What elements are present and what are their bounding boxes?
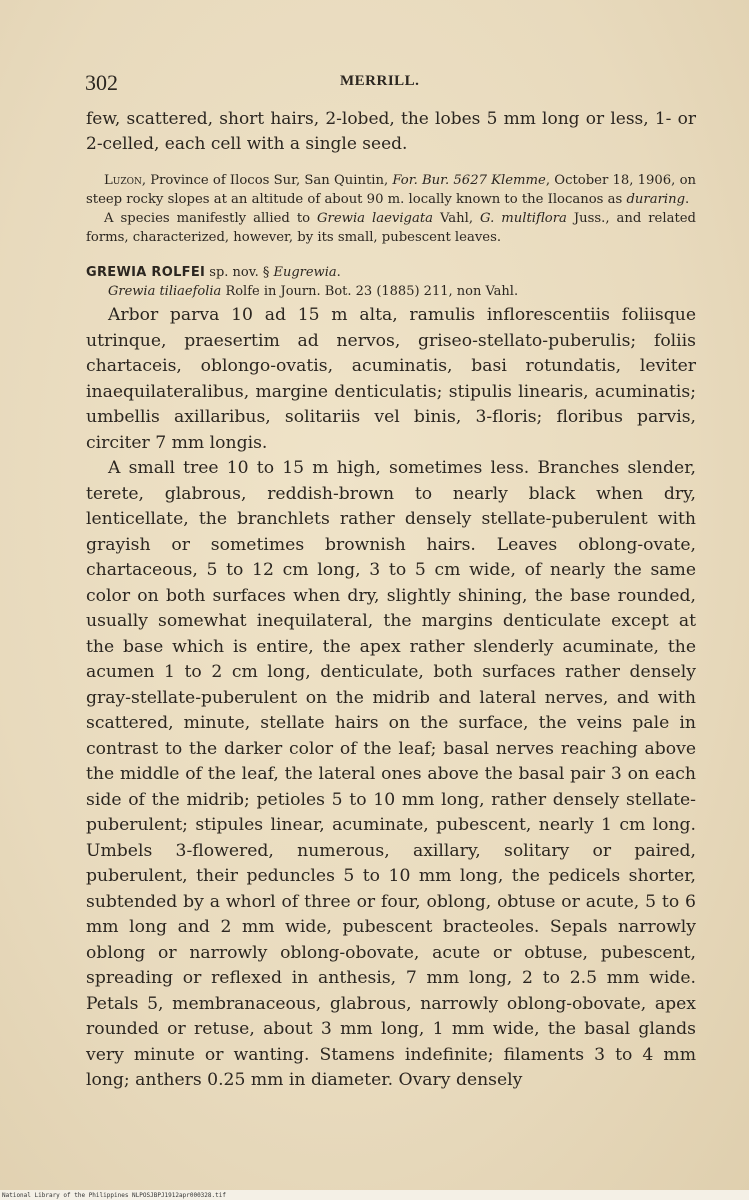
affinity-end: Juss., and related forms, characterized, however, by its small, pubescent leaves. <box>86 211 696 245</box>
affinity-start: A species manifestly allied to <box>104 211 318 226</box>
latin-description: Arbor parva 10 ad 15 m alta, ramulis inflorescentiis foliisque utrinque, praesertim ad nervos, griseo-stellato-puberulis; foliis chartaceis, oblongo-ovatis, acuminatis, basi rotundatis, leviter inaequilateralibus, margine denticulatis; stipulis linearis, acuminatis; umbellis axillaribus, solitariis vel binis, 3-floris; floribus parvis, circiter 7 mm longis. <box>86 305 696 453</box>
affinity-mid: Vahl, <box>433 211 481 226</box>
continuation-paragraph: few, scattered, short hairs, 2-lobed, the lobes 5 mm long or less, 1- or 2-celled, each cell with a single seed. <box>86 109 696 154</box>
citation-end: . <box>685 192 690 207</box>
collection-number: For. Bur. 5627 Klemme <box>392 173 546 188</box>
specimen-citation <box>86 171 696 209</box>
species-designation: sp. nov. § <box>205 265 274 280</box>
scan-footer <box>0 1190 749 1200</box>
synonym-name: Grewia tiliaefolia <box>108 284 222 299</box>
synonym-line <box>86 282 696 301</box>
species-name: GREWIA ROLFEI <box>86 265 206 280</box>
affinity-note <box>86 209 696 247</box>
local-name: duraring <box>626 192 686 207</box>
page-header <box>0 70 749 100</box>
page-number: 302 <box>85 70 118 95</box>
collection-details: , October 18, 1906, on steep rocky slopes at an altitude of about 90 m. locally known to the Ilocanos as <box>86 173 697 207</box>
synonym-citation: Rolfe in Journ. Bot. 23 (1885) 211, non Vahl. <box>221 284 519 299</box>
section-end: . <box>336 265 341 280</box>
locality-text: , Province of Ilocos Sur, San Quintin, <box>141 173 393 188</box>
species-heading <box>86 263 696 282</box>
scan-footer-text: National Library of the Philippines NLPOSJBPJ1912apr000328.tif <box>2 1192 226 1199</box>
allied-taxon-2: G. multiflora <box>480 211 567 226</box>
page-body <box>86 107 696 1111</box>
allied-taxon-1: Grewia laevigata <box>317 211 434 226</box>
section-name: Eugrewia <box>273 265 337 280</box>
running-head: MERRILL. <box>340 73 420 89</box>
locality-label: Luzon <box>104 173 142 188</box>
english-description: A small tree 10 to 15 m high, sometimes less. Branches slender, terete, glabrous, reddish-brown to nearly black when dry, lenticellate, the branchlets rather densely stellate-puberulent with grayish or sometimes brownish hairs. Leaves oblong-ovate, chartaceous, 5 to 12 cm long, 3 to 5 cm wide, of nearly the same color on both surfaces when dry, slightly shining, the base rounded, usually somewhat inequilateral, the margins denticulate except at the base which is entire, the apex rather slenderly acuminate, the acumen 1 to 2 cm long, denticulate, both surfaces rather densely gray-stellate-puberulent on the midrib and lateral nerves, and with scattered, minute, stellate hairs on the surface, the veins pale in contrast to the darker color of the leaf; basal nerves reaching above the middle of the leaf, the lateral ones above the basal pair 3 on each side of the midrib; petioles 5 to 10 mm long, rather densely stellate-puberulent; stipules linear, acuminate, pubescent, nearly 1 cm long. Umbels 3-flowered, numerous, axillary, solitary or paired, puberulent, their peduncles 5 to 10 mm long, the pedicels shorter, subtended by a whorl of three or four, oblong, obtuse or acute, 5 to 6 mm long and 2 mm wide, pubescent bracteoles. Sepals narrowly oblong or narrowly oblong-obovate, acute or obtuse, pubescent, spreading or reflexed in anthesis, 7 mm long, 2 to 2.5 mm wide. Petals 5, membranaceous, glabrous, narrowly oblong-obovate, apex rounded or retuse, about 3 mm long, 1 mm wide, the basal glands very minute or wanting. Stamens indefinite; filaments 3 to 4 mm long; anthers 0.25 mm in diameter. Ovary densely <box>86 458 696 1090</box>
